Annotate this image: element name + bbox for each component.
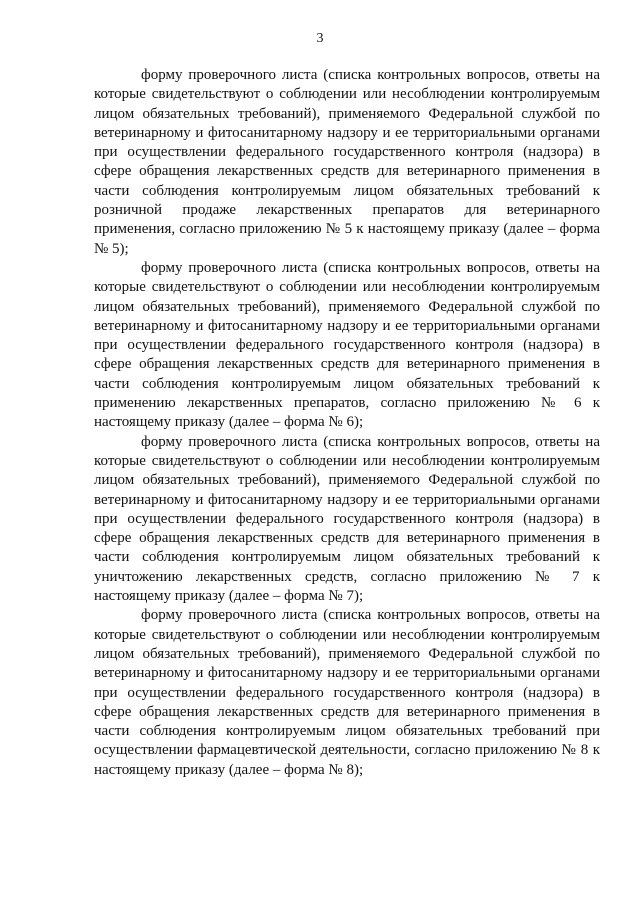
paragraph-form-6: форму проверочного листа (списка контрольных вопросов, ответы на которые свидетельствуют о соблюдении или несоблюдении контролируемым лицом обязательных требований), применяемого Федеральной службой по ветеринарному и фитосанитарному надзору и ее территориальными органами при осуществлении федерального государственного контроля (надзора) в сфере обращения лекарственных средств для ветеринарного применения в части соблюдения контролируемым лицом обязательных требований к применению лекарственных препаратов, согласно приложению № 6 к настоящему приказу (далее – форма № 6); [94, 259, 600, 431]
body-text [94, 66, 600, 780]
paragraph-form-7: форму проверочного листа (списка контрольных вопросов, ответы на которые свидетельствуют о соблюдении или несоблюдении контролируемым лицом обязательных требований), применяемого Федеральной службой по ветеринарному и фитосанитарному надзору и ее территориальными органами при осуществлении федерального государственного контроля (надзора) в сфере обращения лекарственных средств для ветеринарного применения в части соблюдения контролируемым лицом обязательных требований к уничтожению лекарственных средств, согласно приложению № 7 к настоящему приказу (далее – форма № 7); [94, 433, 600, 605]
paragraph-form-5: форму проверочного листа (списка контрольных вопросов, ответы на которые свидетельствуют о соблюдении или несоблюдении контролируемым лицом обязательных требований), применяемого Федеральной службой по ветеринарному и фитосанитарному надзору и ее территориальными органами при осуществлении федерального государственного контроля (надзора) в сфере обращения лекарственных средств для ветеринарного применения в части соблюдения контролируемым лицом обязательных требований к розничной продаже лекарственных препаратов для ветеринарного применения, согласно приложению № 5 к настоящему приказу (далее – форма № 5); [94, 67, 600, 257]
paragraph-form-8: форму проверочного листа (списка контрольных вопросов, ответы на которые свидетельствуют о соблюдении или несоблюдении контролируемым лицом обязательных требований), применяемого Федеральной службой по ветеринарному и фитосанитарному надзору и ее территориальными органами при осуществлении федерального государственного контроля (надзора) в сфере обращения лекарственных средств для ветеринарного применения в части соблюдения контролируемым лицом обязательных требований при осуществлении фармацевтической деятельности, согласно приложению № 8 к настоящему приказу (далее – форма № 8); [94, 607, 600, 778]
page-number: 3 [316, 31, 324, 46]
